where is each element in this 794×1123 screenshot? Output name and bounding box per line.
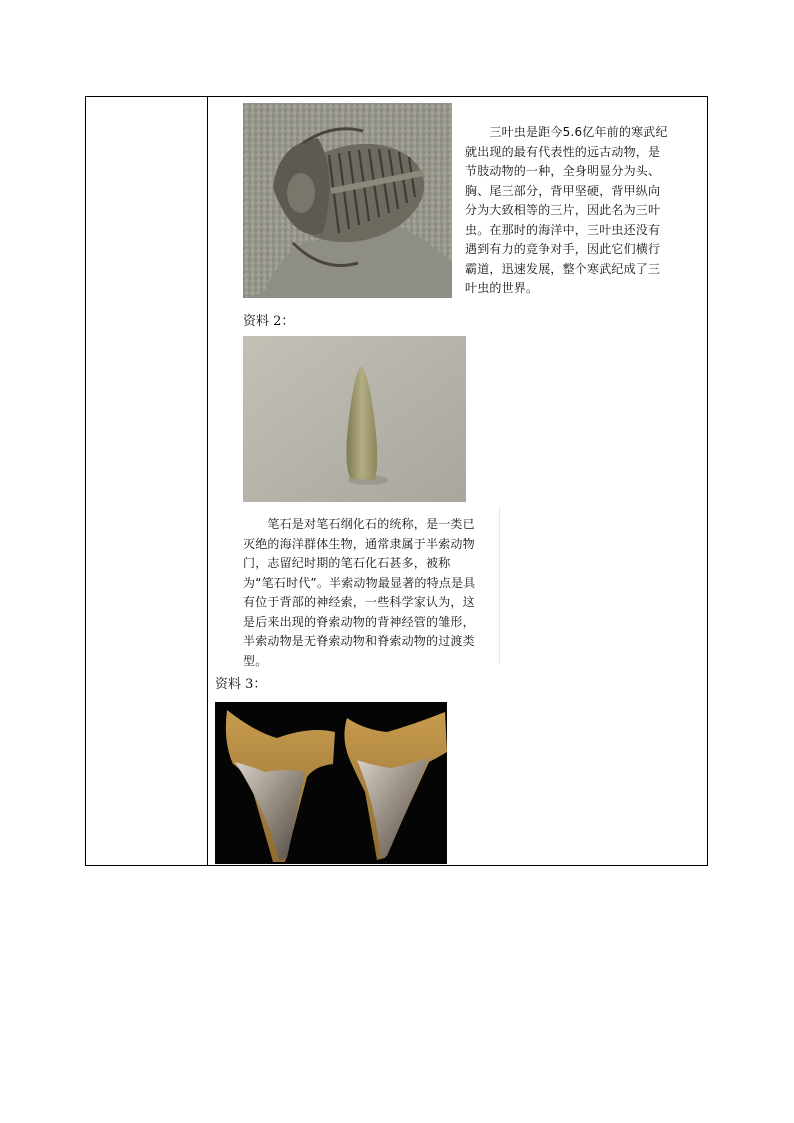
divider-line xyxy=(499,507,500,664)
content-table xyxy=(85,96,708,866)
graptolite-fossil-image xyxy=(243,336,466,502)
graptolite-description: 笔石是对笔石纲化石的统称，是一类已灭绝的海洋群体生物，通常隶属于半索动物门，志留纪时期的笔石化石甚多，被称为“笔石时代”。半索动物最显著的特点是具有位于背部的神经索，一些科学家认为，这是后来出现的脊索动物的背神经管的雏形，半索动物是无脊索动物和脊索动物的过渡类型。 xyxy=(243,517,476,668)
shark-teeth-fossil-icon xyxy=(215,702,447,864)
trilobite-description: 三叶虫是距今5.6亿年前的寒武纪就出现的最有代表性的远古动物，是节肢动物的一种，全身明显分为头、胸、尾三部分，背甲坚硬，背甲纵向分为大致相等的三片，因此名为三叶虫。在那时的海洋中，三叶虫还没有遇到有力的竞争对手，因此它们横行霸道，迅速发展，整个寒武纪成了三叶虫的世界。 xyxy=(465,125,668,295)
column-divider xyxy=(207,97,208,865)
graptolite-fossil-icon xyxy=(243,336,466,502)
trilobite-fossil-icon xyxy=(243,103,452,298)
material-2-label: 资料 2： xyxy=(243,314,295,329)
shark-teeth-fossil-image xyxy=(215,702,447,864)
trilobite-fossil-image xyxy=(243,103,452,298)
material-3-label: 资料 3： xyxy=(215,677,267,692)
